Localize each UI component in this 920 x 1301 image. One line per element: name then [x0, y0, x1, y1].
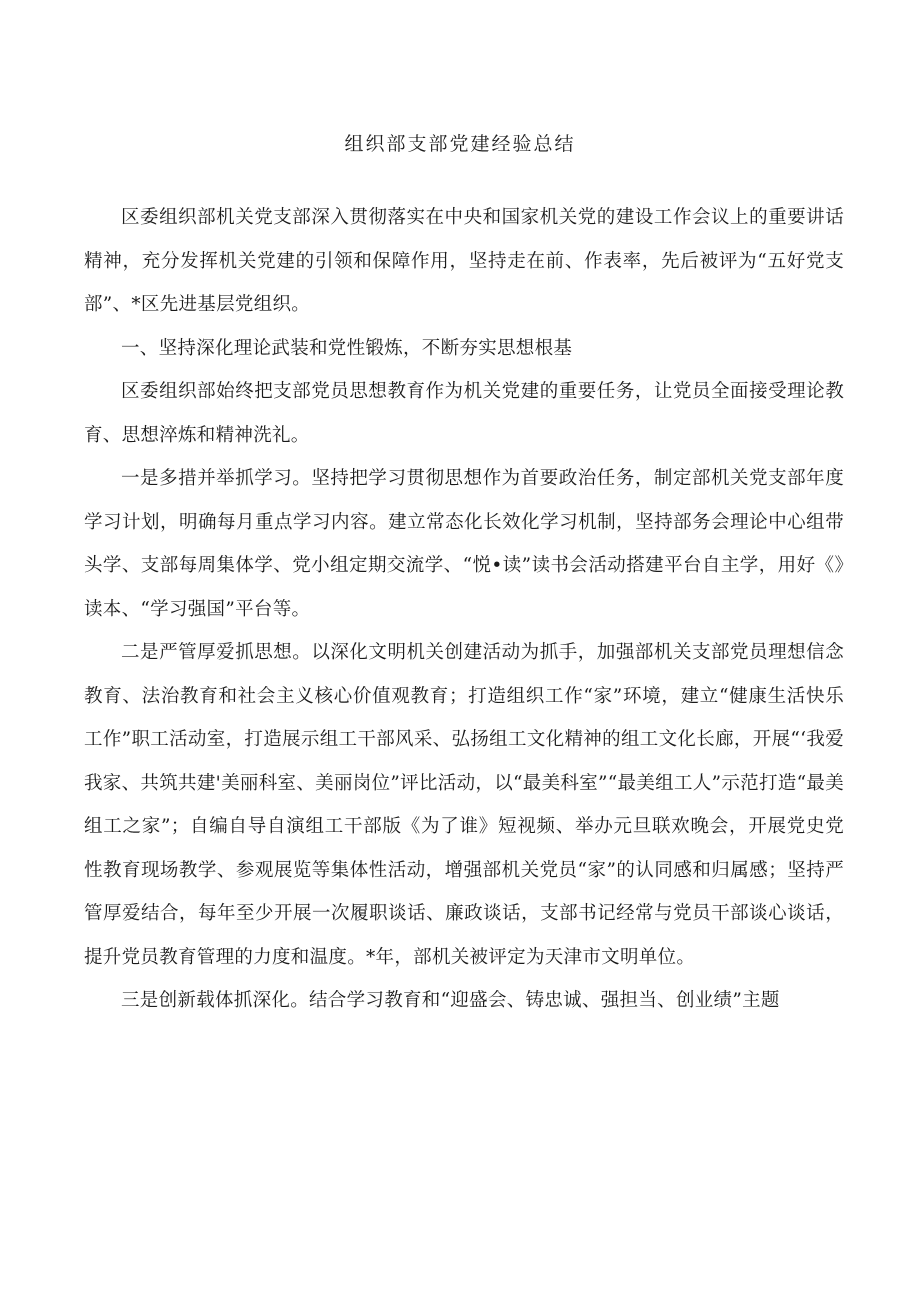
document-title: 组织部支部党建经验总结 — [344, 133, 576, 155]
intro-paragraph: 区委组织部机关党支部深入贯彻落实在中央和国家机关党的建设工作会议上的重要讲话精神，充分发挥机关党建的引领和保障作用，坚持走在前、作表率，先后被评为“五好党支部”、*区先进基层党组织。 — [84, 207, 844, 315]
point-one-paragraph: 一是多措并举抓学习。坚持把学习贯彻思想作为首要政治任务，制定部机关党支部年度学习计划，明确每月重点学习内容。建立常态化长效化学习机制，坚持部务会理论中心组带头学、支部每周集体学、党小组定期交流学、“悦•读”读书会活动搭建平台自主学，用好《》读本、“学习强国”平台等。 — [84, 468, 844, 620]
point-three-paragraph: 三是创新载体抓深化。结合学习教育和“迎盛会、铸忠诚、强担当、创业绩”主题 — [121, 990, 780, 1011]
section-intro-paragraph: 区委组织部始终把支部党员思想教育作为机关党建的重要任务，让党员全面接受理论教育、思想淬炼和精神洗礼。 — [84, 381, 844, 446]
point-two-paragraph: 二是严管厚爱抓思想。以深化文明机关创建活动为抓手，加强部机关支部党员理想信念教育、法治教育和社会主义核心价值观教育；打造组织工作“家”环境，建立“健康生活快乐工作”职工活动室，打造展示组工干部风采、弘扬组工文化精神的组工文化长廊，开展“‘我爱我家、共筑共建'美丽科室、美丽岗位”评比活动，以“最美科室”“最美组工人”示范打造“最美组工之家”；自编自导自演组工干部版《为了谁》短视频、举办元旦联欢晚会，开展党史党性教育现场教学、参观展览等集体性活动，增强部机关党员“家”的认同感和归属感；坚持严管厚爱结合，每年至少开展一次履职谈话、廉政谈话，支部书记经常与党员干部谈心谈话，提升党员教育管理的力度和温度。*年，部机关被评定为天津市文明单位。 — [84, 642, 844, 968]
document-body — [84, 196, 844, 1023]
section-heading: 一、坚持深化理论武装和党性锻炼，不断夯实思想根基 — [121, 337, 573, 359]
